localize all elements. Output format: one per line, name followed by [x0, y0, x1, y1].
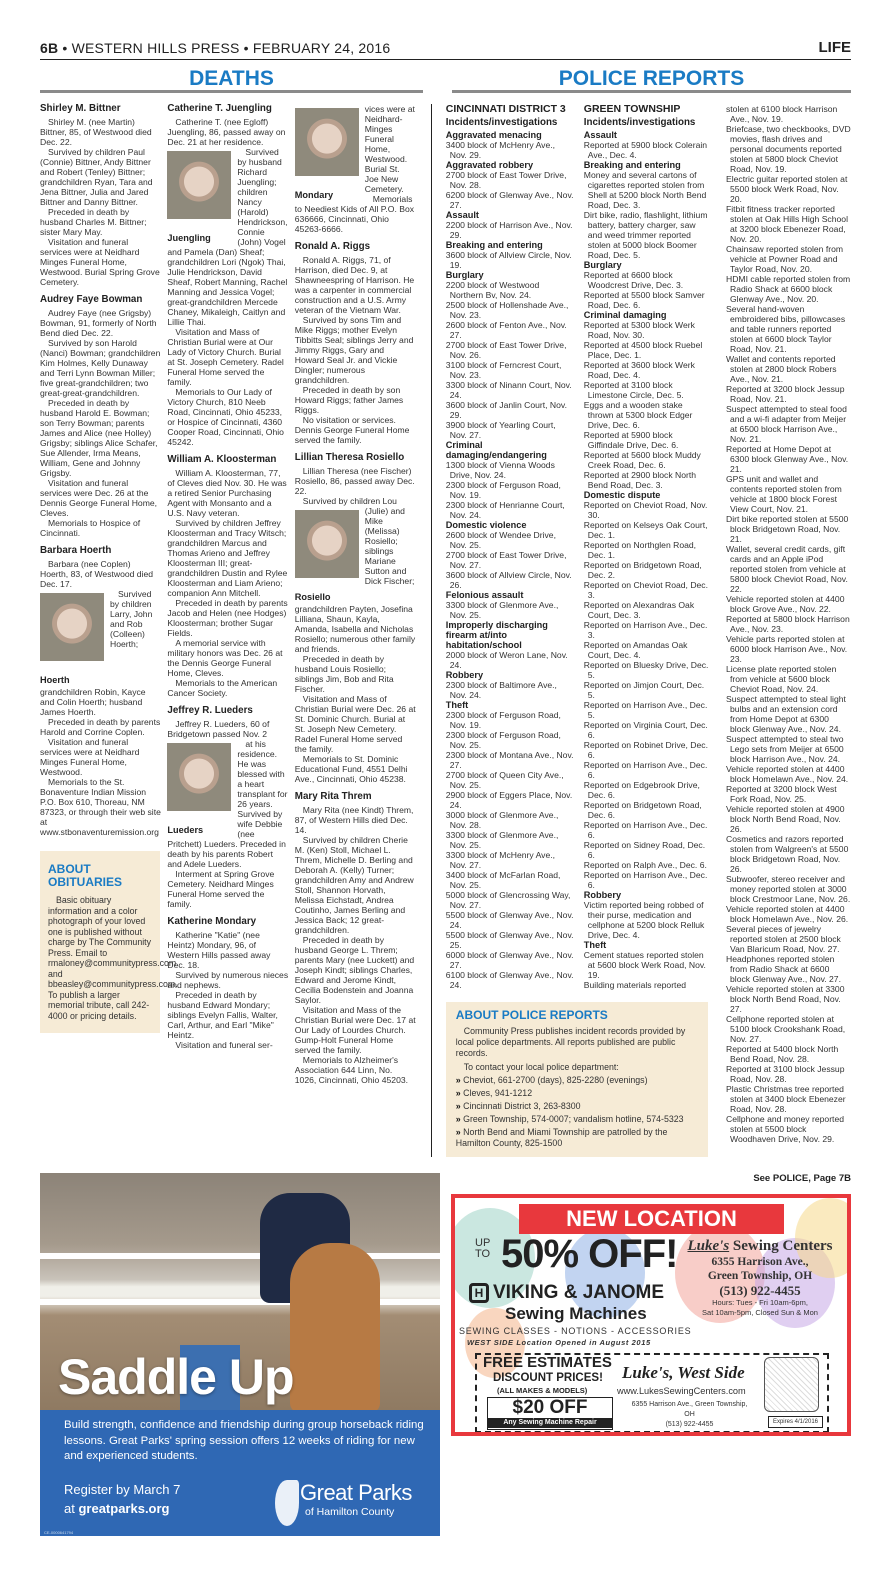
- police-left-block: [446, 104, 710, 1157]
- report-text: Reported at 3600 block Werk Road, Dec. 4.: [583, 360, 695, 380]
- report-text: Reported at 5400 block North Bend Road, Nov. 28.: [726, 1044, 839, 1064]
- offense-heading: Criminal damaging/endangering: [445, 440, 547, 460]
- report-text: Vehicle reported stolen at 4900 block North Bend Road, Nov. 26.: [726, 804, 845, 834]
- report-text: GPS unit and wallet and contents reported stolen from vehicle at 1800 block Forest View Court, Nov. 21.: [726, 474, 842, 514]
- logo-name: Great Parks: [300, 1480, 412, 1505]
- obituary-paragraph: Survived by children Larry, John and Rob (Colleen) Hoerth; grandchildren Robin, Kayce and Colin Hoerth; husband James Hoerth.: [40, 589, 153, 717]
- obituary-paragraph: Survived by numerous nieces and nephews.: [167, 970, 289, 990]
- ads-row: [40, 1173, 851, 1536]
- obituary-paragraph: Memorials to Neediest Kids of All P.O. Box 636666, Cincinnati, Ohio 45263-6666.: [294, 194, 415, 234]
- report-text: Reported on Northglen Road, Dec. 1.: [583, 540, 697, 560]
- report-text: 2300 block of Ferguson Road, Nov. 19.: [445, 480, 561, 500]
- obituary-paragraph: Survived by sons Tim and Mike Riggs; mother Evelyn Tibbitts Seal; siblings Jerry and Jimmy Riggs, Gary and Howard Seal Jr. and Vickie Dingler; numerous grandchildren.: [294, 315, 414, 385]
- ad-code: CE-0000641794: [44, 1530, 74, 1535]
- bullet-icon: »: [455, 1127, 461, 1137]
- obituary-paragraph: Catherine T. (nee Egloff) Juengling, 86, passed away on Dec. 21 at her residence.: [167, 117, 286, 147]
- report-text: Cosmetics and razors reported stolen from Walgreen's at 5500 block Bridgetown Road, Nov. 26.: [726, 834, 849, 874]
- offense-heading: Domestic violence: [445, 520, 527, 530]
- obituary-paragraph: Katherine "Katie" (nee Heintz) Mondary, 96, of Western Hills passed away Dec. 18.: [167, 930, 271, 970]
- obituary-paragraph: Preceded in death by parents Harold and Corrine Coplen.: [40, 717, 161, 737]
- report-text: Reported at 3100 block Jessup Road, Nov. 28.: [726, 1064, 845, 1084]
- obituary-paragraph: Survived by children Lou: [302, 496, 397, 506]
- report-text: Eggs and a wooden stake thrown at 5300 block Edger Drive, Dec. 6.: [583, 400, 693, 430]
- brands-text: VIKING & JANOME: [493, 1282, 665, 1303]
- bird-logo-icon: [275, 1480, 299, 1526]
- obituary-name: Barbara Hoerth: [40, 545, 112, 556]
- report-text: Reported at 4500 block Ruebel Place, Dec. 1.: [583, 340, 703, 360]
- obituary-paragraph: Survived by son Harold (Nanci) Bowman; grandchildren Kim Holmes, Kelly Dunaway and Terri Lynn Bowman Miller; five great-grandchildren; two great-great-grandchildren.: [40, 338, 161, 398]
- report-text: 5500 block of Glenway Ave., Nov. 25.: [445, 930, 574, 950]
- obituary-paragraph: Preceded in death by son Howard Riggs; father James Riggs.: [294, 385, 404, 415]
- report-text: Reported on Harrison Ave., Dec. 3.: [583, 620, 708, 640]
- obituary-name: Jeffrey R. Lueders: [167, 705, 253, 716]
- report-text: 2500 block of Hollenshade Ave., Nov. 23.: [445, 300, 569, 320]
- subsection-heading: Incidents/investigations: [583, 117, 696, 128]
- report-text: Reported at 5600 block Muddy Creek Road, Dec. 6.: [583, 450, 701, 470]
- about-obituaries-box: [40, 851, 178, 1033]
- obituary-paragraph: Mary Rita (nee Kindt) Threm, 87, of Western Hills died Dec. 14.: [294, 805, 414, 835]
- deaths-section: [40, 104, 416, 1157]
- report-text: 3600 block of Allview Circle, Nov. 19.: [445, 250, 572, 270]
- obituary-paragraph: Visitation and funeral services were at Neidhard Minges Funeral Home, Westwood. Burial Spring Grove Cemetery.: [40, 237, 160, 287]
- obituary-paragraph: (Julie) and Mike (Melissa) Rosiello; siblings Mariane Sutton and Dick Fischer; grandchildren Payten, Josefina Lilliana, Shaun, Kayla, Amanda, Isabella and Nicholas Rosiello; numerous other family and friends.: [294, 506, 416, 654]
- offense-heading: Burglary: [583, 260, 622, 270]
- offense-heading: Assault: [583, 130, 617, 140]
- report-text: 3400 block of McFarlan Road, Nov. 25.: [445, 870, 561, 890]
- obituary-paragraph: Visitation and Mass of the Christian Burial were Dec. 17 at Our Lady of Lourdes Church. Gump-Holt Funeral Home served the family.: [294, 1005, 416, 1055]
- obituary-name: Mary Rita Threm: [294, 791, 372, 802]
- report-text: License plate reported stolen from vehicle at 5600 block Cheviot Road, Nov. 24.: [726, 664, 837, 694]
- police-section: [431, 104, 851, 1157]
- opened-text: WEST SIDE Location Opened in August 2015: [467, 1338, 651, 1347]
- main-content: [40, 104, 851, 1157]
- report-text: 3900 block of Yearling Court, Nov. 27.: [445, 420, 556, 440]
- offer-detail: Any Sewing Machine Repair: [488, 1418, 612, 1428]
- report-text: Vehicle reported stolen at 4400 block Grove Ave., Nov. 22.: [726, 594, 845, 614]
- portrait-image: [40, 593, 104, 661]
- obituary-paragraph: Preceded in death by husband George L. Threm; parents Mary (nee Luckett) and Joseph Kindt; siblings Charles, Edward and Jerome Kindt, Cecilia Bodenstein and Joanna Saylor.: [294, 935, 415, 1005]
- police-column-cincinnati: [446, 104, 574, 990]
- store-hours-1: Hours: Tues - Fri 10am-6pm,: [712, 1298, 808, 1307]
- obituary-paragraph: Survived by children Jeffrey Kloosterman and Tracy Witsch; grandchildren Marcus and Thomas Arieno and Jeffrey Kloosterman III; great-grandchildren Dustin and Rylee Kloosterman and Liam Arieno; companion Ann Mitchell.: [167, 518, 288, 598]
- photo-caption: Hoerth: [40, 675, 70, 685]
- classes-text: SEWING CLASSES - NOTIONS - ACCESSORIES: [459, 1326, 692, 1336]
- obituary-paragraph: Memorials to Hospice of Cincinnati.: [40, 518, 141, 538]
- obituary-paragraph: Survived by children Cherie M. (Ken) Stoll, Michael L. Threm, Michelle D. Berling and Deborah A. (Kelly) Turner; grandchildren Amy and Andrew Stoll, Shannon Horvath, Melissa Eichstadt, Andrea Coutinho, James Berling and Jessica Back; 12 great-grandchildren.: [294, 835, 414, 935]
- report-text: Reported on Bluesky Drive, Dec. 5.: [583, 660, 709, 680]
- fence-shape: [40, 1253, 440, 1305]
- report-text: HDMI cable reported stolen from Radio Shack at 6600 block Glenway Ave., Nov. 20.: [726, 274, 851, 304]
- deaths-column-2: [167, 104, 288, 1050]
- masthead-left: 6B • WESTERN HILLS PRESS • FEBRUARY 24, 2016: [40, 40, 391, 56]
- report-text: 2700 block of East Tower Drive, Nov. 26.: [445, 340, 567, 360]
- report-text: Subwoofer, stereo receiver and money reported stolen at 3000 block Crestmoor Lane, Nov. 26.: [726, 874, 851, 904]
- report-text: 6200 block of Glenway Ave., Nov. 27.: [445, 190, 574, 210]
- coupon-phone: (513) 922-4455: [665, 1421, 714, 1428]
- store-name-rest: Sewing Centers: [732, 1238, 833, 1254]
- report-text: Reported on Harrison Ave., Dec. 5.: [583, 700, 708, 720]
- report-text: Vehicle reported stolen at 3300 block North Bend Road, Nov. 27.: [726, 984, 845, 1014]
- contact-text: North Bend and Miami Township are patrolled by the Hamilton County, 825-1500: [455, 1127, 668, 1148]
- report-text: 2700 block of Queen City Ave., Nov. 25.: [445, 770, 564, 790]
- lukes-sewing-ad[interactable]: [451, 1194, 851, 1436]
- report-text: Several pieces of jewelry reported stolen at 2500 block Van Blaricum Road, Nov. 27.: [726, 924, 841, 954]
- police-column-green-township: [584, 104, 710, 990]
- offense-heading: Domestic dispute: [583, 490, 661, 500]
- report-text: Reported at 3200 block West Fork Road, Nov. 25.: [726, 784, 837, 804]
- brands: [469, 1282, 664, 1304]
- subsection-heading: Incidents/investigations: [445, 117, 558, 128]
- report-text: Headphones reported stolen from Radio Shack at 6600 block Glenway Ave., Nov. 27.: [726, 954, 841, 984]
- obituary-paragraph: Visitation and funeral services were at Neidhard Minges Funeral Home, Westwood.: [40, 737, 140, 777]
- report-text: Reported on Kelseys Oak Court, Dec. 1.: [583, 520, 708, 540]
- discount-text: 50% OFF!: [501, 1232, 678, 1276]
- report-text: Building materials reported: [583, 980, 687, 990]
- about-police-title: ABOUT POLICE REPORTS: [455, 1008, 608, 1022]
- husqvarna-logo-icon: H: [469, 1283, 489, 1303]
- obituary-name: Catherine T. Juengling: [167, 103, 272, 114]
- obituary-paragraph: Audrey Faye (nee Grigsby) Bowman, 91, formerly of North Bend died Dec. 22.: [40, 308, 157, 338]
- offense-heading: Robbery: [445, 670, 484, 680]
- report-text: 2000 block of Weron Lane, Nov. 24.: [445, 650, 568, 670]
- report-text: Reported at 5300 block Werk Road, Nov. 30.: [583, 320, 695, 340]
- offense-heading: Assault: [445, 210, 479, 220]
- report-text: 2300 block of Ferguson Road, Nov. 25.: [445, 730, 561, 750]
- obituary-paragraph: Memorials to Alzheimer's Association 644 Linn, No. 1026, Cincinnati, Ohio 45203.: [294, 1055, 409, 1085]
- horse-shape: [290, 1243, 380, 1410]
- jurisdiction-heading: CINCINNATI DISTRICT 3: [445, 103, 566, 115]
- jurisdiction-heading: GREEN TOWNSHIP: [583, 103, 681, 115]
- bullet-icon: »: [455, 1075, 461, 1085]
- report-text: Electric guitar reported stolen at 5500 block Werk Road, Nov. 20.: [726, 174, 848, 204]
- report-text: 3300 block of Glenmore Ave., Nov. 25.: [445, 600, 559, 620]
- obituary-paragraph: Preceded in death by husband Harold E. Bowman; son Terry Bowman; parents James and Alice (nee Holley) Grigsby; siblings Alice Schafer, Sue Allender, Irma Means, William, Gene and Johnny Grigsby.: [40, 398, 158, 478]
- obituary-photo: [295, 510, 359, 602]
- contact-text: Green Township, 574-0007; vandalism hotline, 574-5323: [463, 1114, 684, 1124]
- west-side-title: Luke's, West Side: [622, 1363, 745, 1382]
- report-text: 2600 block of Fenton Ave., Nov. 27.: [445, 320, 567, 340]
- report-text: Plastic Christmas tree reported stolen at 3400 block Ebenezer Road, Nov. 28.: [726, 1084, 846, 1114]
- report-text: 2300 block of Ferguson Road, Nov. 19.: [445, 710, 561, 730]
- ad-register: [64, 1480, 180, 1518]
- report-text: 2700 block of East Tower Drive, Nov. 27.: [445, 550, 567, 570]
- report-text: Reported at 3100 block Limestone Circle, Dec. 5.: [583, 380, 684, 400]
- report-text: 2300 block of Montana Ave., Nov. 27.: [445, 750, 574, 770]
- report-text: Reported at 5900 block Colerain Ave., Dec. 4.: [583, 140, 708, 160]
- obituary-paragraph: William A. Kloosterman, 77, of Cleves died Nov. 30. He was a retired Senior Purchasing Agent with Monsanto and a U.S. Navy veteran.: [167, 468, 287, 518]
- bullet-icon: »: [455, 1114, 461, 1124]
- at-text: at: [64, 1501, 75, 1516]
- offense-heading: Robbery: [583, 890, 622, 900]
- report-text: Reported at 5800 block Harrison Ave., Nov. 23.: [726, 614, 850, 634]
- masthead: [40, 36, 851, 60]
- report-text: Reported on Amandas Oak Court, Dec. 4.: [583, 640, 688, 660]
- deaths-column-3: [295, 104, 416, 1085]
- up-to-text: UP TO: [475, 1237, 491, 1260]
- report-text: Suspect attempted to steal food and a wi-fi adapter from Meijer at 6500 block Harrison Ave., Nov. 21.: [726, 404, 847, 444]
- report-text: Reported on Bridgetown Road, Dec. 6.: [583, 800, 702, 820]
- police-columns-row: [446, 104, 710, 990]
- offense-heading: Criminal damaging: [583, 310, 667, 320]
- store-hours-2: Sat 10am-5pm, Closed Sun & Mon: [702, 1308, 818, 1317]
- report-text: Reported at 3200 block Jessup Road, Nov. 21.: [726, 384, 845, 404]
- register-text: Register by March 7: [64, 1482, 181, 1497]
- obituary-paragraph: Ronald A. Riggs, 71, of Harrison, died Dec. 9, at Shawneespring of Harrison. He was a carpenter in commercial construction and a U.S. Army veteran of the Vietnam War.: [294, 255, 415, 315]
- new-location-banner: NEW LOCATION: [519, 1204, 784, 1234]
- report-text: Reported on Virginia Court, Dec. 6.: [583, 720, 708, 740]
- obituary-photo: [167, 151, 231, 243]
- obituary-name: William A. Kloosterman: [167, 454, 277, 465]
- about-police-body: Community Press publishes incident records provided by local police departments. All reports published are public records.: [455, 1026, 686, 1058]
- report-text: Vehicle parts reported stolen at 6000 block Harrison Ave., Nov. 23.: [726, 634, 848, 664]
- police-contact: [456, 1114, 698, 1125]
- obituary-paragraph: Shirley M. (nee Martin) Bittner, 85, of Westwood died Dec. 22.: [40, 117, 152, 147]
- deaths-heading: DEATHS: [40, 66, 423, 93]
- ad-headline: Saddle Up: [58, 1349, 294, 1405]
- report-text: Reported at 6600 block Woodcrest Drive, Dec. 3.: [583, 270, 684, 290]
- great-parks-logo: [275, 1480, 435, 1530]
- obituary-paragraph: A memorial service with military honors was Dec. 26 at the Dennis George Funeral Home, Cleves.: [167, 638, 283, 678]
- report-text: Reported on Alexandras Oak Court, Dec. 3.: [583, 600, 695, 620]
- store-info: [675, 1238, 845, 1318]
- all-makes: (ALL MAKES & MODELS): [497, 1386, 588, 1395]
- report-text: 5500 block of Glenway Ave., Nov. 24.: [445, 910, 574, 930]
- report-text: 2300 block of Henrianne Court, Nov. 24.: [445, 500, 565, 520]
- obituary-name: Ronald A. Riggs: [294, 241, 371, 252]
- report-text: 3000 block of Glenmore Ave., Nov. 28.: [445, 810, 559, 830]
- obituary-paragraph: Visitation and Mass of Christian Burial were at Our Lady of Victory Church. Burial at St. Joseph Cemetery. Radel Funeral Home served the family.: [167, 327, 284, 387]
- contact-text: Cheviot, 661-2700 (days), 825-2280 (evenings): [463, 1075, 648, 1085]
- obituary-paragraph: Interment at Spring Grove Cemetery. Neidhard Minges Funeral Home served the family.: [167, 869, 275, 909]
- photo-caption: Rosiello: [294, 592, 331, 602]
- report-text: Reported on Harrison Ave., Dec. 6.: [583, 820, 708, 840]
- report-text: Reported on Cheviot Road, Nov. 30.: [583, 500, 708, 520]
- ad-description: Build strength, confidence and friendship during group horseback riding lessons. Great Parks' spring session offers 12 weeks of riding for new and experienced students.: [64, 1419, 424, 1462]
- portrait-image: [167, 151, 231, 219]
- report-text: 2700 block of East Tower Drive, Nov. 28.: [445, 170, 567, 190]
- obituary-paragraph: Preceded in death by husband Charles M. Bittner; sister Mary May.: [40, 207, 147, 237]
- obituary-paragraph: Visitation and Mass of Christian Burial were Dec. 26 at St. Dominic Church. Burial at St. Joseph New Cemetery. Radel Funeral Home served the family.: [294, 694, 416, 754]
- police-contact: [456, 1127, 698, 1149]
- obituary-paragraph: Preceded in death by parents Jacob and Helen (nee Hodges) Kloosterman; brother Sugar Fields.: [167, 598, 288, 638]
- deaths-column-1: [40, 104, 161, 837]
- report-text: Suspect attempted to steal light bulbs and an extension cord from Home Depot at 6300 block Glenway Ave., Nov. 24.: [726, 694, 846, 734]
- obituary-paragraph: Memorials to Our Lady of Victory Church, 810 Neeb Road, Cincinnati, Ohio 45233, or Hospice of Cincinnati, 4360 Cooper Road, Cincinnati, Ohio 45242.: [167, 387, 284, 447]
- report-text: Vehicle reported stolen at 4400 block Homelawn Ave., Nov. 24.: [726, 764, 849, 784]
- report-text: Victim reported being robbed of their purse, medication and cellphone at 5200 block Relluk Drive, Dec. 4.: [583, 900, 705, 940]
- portrait-image: [295, 510, 359, 578]
- report-text: 3300 block of Glenmore Ave., Nov. 25.: [445, 830, 559, 850]
- portrait-image: [167, 743, 231, 811]
- obituary-paragraph: Lillian Theresa (nee Fischer) Rosiello, 86, passed away Dec. 22.: [294, 466, 415, 496]
- store-phone: (513) 922-4455: [719, 1283, 801, 1298]
- report-text: 2900 block of Eggers Place, Nov. 24.: [445, 790, 573, 810]
- store-name-italic: Luke's: [687, 1238, 730, 1254]
- report-text: Dirt bike reported stolen at 5500 block Bridgetown Road, Nov. 21.: [726, 514, 849, 544]
- obituary-photo: [167, 743, 231, 835]
- bullet-icon: »: [455, 1101, 461, 1111]
- horseback-photo: [40, 1173, 440, 1410]
- product-text: Sewing Machines: [505, 1304, 647, 1323]
- police-contact: [456, 1088, 698, 1099]
- obituary-paragraph: No visitation or services. Dennis George Funeral Home served the family.: [294, 415, 410, 445]
- obituary-name: Katherine Mondary: [167, 916, 257, 927]
- ad-url[interactable]: greatparks.org: [78, 1501, 170, 1516]
- free-estimates: FREE ESTIMATES: [483, 1354, 612, 1371]
- offense-heading: Theft: [445, 700, 469, 710]
- report-text: Cellphone reported stolen at 5100 block Crookshank Road, Nov. 27.: [726, 1014, 846, 1044]
- deaths-column-1-wrapper: [40, 103, 178, 1033]
- page: [40, 0, 851, 1576]
- offense-heading: Aggravated robbery: [445, 160, 534, 170]
- repair-offer: [487, 1397, 613, 1430]
- obituary-paragraph: Visitation and funeral services were Dec. 26 at the Dennis George Funeral Home, Cleves.: [40, 478, 158, 518]
- report-text: Reported at 5900 block Giffindale Drive, Dec. 6.: [583, 430, 679, 450]
- bullet-icon: »: [455, 1088, 461, 1098]
- report-text: Vehicle reported stolen at 4400 block Homelawn Ave., Nov. 26.: [726, 904, 849, 924]
- obituary-paragraph: vices were at Neidhard-Minges Funeral Home, Westwood. Burial St. Joe New Cemetery.: [364, 104, 415, 194]
- offense-heading: Felonious assault: [445, 590, 524, 600]
- publication-name: WESTERN HILLS PRESS: [71, 40, 240, 56]
- report-text: stolen at 6100 block Harrison Ave., Nov. 19.: [726, 104, 838, 124]
- report-text: 3600 block of Allview Circle, Nov. 26.: [445, 570, 572, 590]
- obituary-photo: [295, 108, 359, 200]
- obituary-name: Lillian Theresa Rosiello: [294, 452, 405, 463]
- report-text: Fitbit fitness tracker reported stolen at Oak Hills High School at 3200 block Ebenezer Road, Nov. 20.: [726, 204, 848, 244]
- police-contact: [456, 1101, 698, 1112]
- obituary-paragraph: Survived by husband Richard Juengling; children Nancy (Harold) Hendrickson, Connie (John) Vogel and Pamela (Dan) Sheaf; grandchildren Lori (Ngok) Thai, Julie Hendrickson, David Sheaf, Robert Manning, Rachel Manning and Jessica Vogel; great-grandchildren Mercede Chaney, Mikaleigh, Caitlyn and Lillie Thai.: [167, 147, 288, 327]
- obituary-paragraph: Barbara (nee Coplen) Hoerth, 83, of Westwood died Dec. 17.: [40, 559, 154, 589]
- issue-date: FEBRUARY 24, 2016: [252, 40, 391, 56]
- report-text: Reported on Jimjon Court, Dec. 5.: [583, 680, 705, 700]
- offense-heading: Burglary: [445, 270, 484, 280]
- report-text: 3300 block of Ninann Court, Nov. 24.: [445, 380, 572, 400]
- page-number: 6B: [40, 40, 59, 56]
- report-text: Money and several cartons of cigarettes reported stolen from Shell at 5200 block North Bend Road, Dec. 3.: [583, 170, 707, 210]
- report-text: Chainsaw reported stolen from vehicle at Powner Road and Taylor Road, Nov. 20.: [726, 244, 844, 274]
- obituary-paragraph: Visitation and funeral ser-: [175, 1040, 273, 1050]
- report-text: Reported at Home Depot at 6300 block Glenway Ave., Nov. 21.: [726, 444, 849, 474]
- report-text: 3300 block of McHenry Ave., Nov. 27.: [445, 850, 556, 870]
- offense-heading: Aggravated menacing: [445, 130, 542, 140]
- report-text: Suspect attempted to steal two Lego sets from Meijer at 6500 block Harrison Ave., Nov. 24.: [726, 734, 844, 764]
- report-text: Reported on Cheviot Road, Dec. 3.: [583, 580, 708, 600]
- report-text: Reported at 2900 block North Bend Road, Dec. 3.: [583, 470, 697, 490]
- obituary-paragraph: Memorials to St. Dominic Educational Fund, 4551 Delhi Ave., Cincinnati, Ohio 45238.: [294, 754, 408, 784]
- photo-caption: Mondary: [294, 190, 334, 200]
- great-parks-ad[interactable]: [40, 1173, 440, 1536]
- portrait-image: [295, 108, 359, 176]
- report-text: Wallet and contents reported stolen at 2800 block Robers Ave., Nov. 21.: [726, 354, 837, 384]
- about-obituaries-body: Basic obituary information and a color photograph of your loved one is published without charge by The Community Press. Email to rmaloney@communitypress.com and bbeasley@communitypress.com. To publish a larger memorial tribute, call 242-4000 or pricing details.: [48, 895, 178, 1021]
- obituary-paragraph: Memorials to the St. Bonaventure Indian Mission P.O. Box 610, Thoreau, NM 87323, or through their web site at www.stbonaventuremission.org: [40, 777, 161, 837]
- coupon-url[interactable]: www.LukesSewingCenters.com: [617, 1386, 746, 1396]
- store-address-line2: Green Township, OH: [707, 1270, 813, 1282]
- report-text: Reported on Bridgetown Road, Dec. 2.: [583, 560, 702, 580]
- sewing-man-illustration-icon: [764, 1357, 819, 1412]
- section-label: LIFE: [818, 39, 851, 56]
- report-text: 2600 block of Wendee Drive, Nov. 25.: [445, 530, 556, 550]
- report-text: Cement statues reported stolen at 5600 block Werk Road, Nov. 19.: [583, 950, 706, 980]
- report-text: 3400 block of McHenry Ave., Nov. 29.: [445, 140, 556, 160]
- police-contact: [456, 1075, 698, 1086]
- police-reports-heading: POLICE REPORTS: [452, 66, 851, 93]
- report-text: 1300 block of Vienna Woods Drive, Nov. 24.: [445, 460, 555, 480]
- obituary-name: Audrey Faye Bowman: [40, 294, 143, 305]
- offense-heading: Breaking and entering: [445, 240, 543, 250]
- section-headings: [40, 66, 851, 93]
- obituary-paragraph: Survived by children Paul (Connie) Bittner, Andy Bittner and Robert (Tenley) Bittner; grandchildren Ryan, Tara and Jena Bittner, Julia and Jared Bittner and Danny Bittner.: [40, 147, 153, 207]
- report-text: 3600 block of Janlin Court, Nov. 29.: [445, 400, 567, 420]
- offense-heading: Theft: [583, 940, 607, 950]
- report-text: Reported on Ralph Ave., Dec. 6.: [583, 860, 707, 870]
- report-text: Dirt bike, radio, flashlight, lithium battery, battery charger, saw and weed trimmer reported stolen at 5000 block Boomer Road, Dec. 5.: [583, 210, 708, 260]
- obituary-paragraph: Preceded in death by husband Edward Mondary; siblings Evelyn Fallis, Walter, Carl, Arthur, and Earl "Mike" Heintz.: [167, 990, 278, 1040]
- report-text: Several hand-woven embroidered bibs, pillowcases and table runners reported stolen at 6600 block Taylor Road, Nov. 21.: [726, 304, 846, 354]
- report-text: Briefcase, two checkbooks, DVD movies, flash drives and personal documents reported stolen at 5800 block Cheviot Road, Nov. 19.: [726, 124, 851, 174]
- report-text: Reported on Harrison Ave., Dec. 6.: [583, 760, 708, 780]
- coupon-expires: Expires 4/1/2016: [768, 1416, 823, 1428]
- store-name: [675, 1238, 845, 1255]
- report-text: 3100 block of Ferncrest Court, Nov. 23.: [445, 360, 562, 380]
- report-text: 5000 block of Glencrossing Way, Nov. 27.: [445, 890, 571, 910]
- obituary-name: Shirley M. Bittner: [40, 103, 121, 114]
- ad-info-panel: [40, 1410, 440, 1536]
- photo-caption: Juengling: [167, 233, 211, 243]
- report-text: 2200 block of Harrison Ave., Nov. 29.: [445, 220, 573, 240]
- about-police-contact-intro: To contact your local police department:: [463, 1062, 619, 1072]
- contact-text: Cincinnati District 3, 263-8300: [463, 1101, 581, 1111]
- report-text: Reported on Edgebrook Drive, Dec. 6.: [583, 780, 700, 800]
- report-text: Cellphone and money reported stolen at 5500 block Woodhaven Drive, Nov. 29.: [726, 1114, 845, 1144]
- obituary-photo: [40, 593, 104, 685]
- about-police-reports-box: [446, 1002, 708, 1157]
- discount-prices: DISCOUNT PRICES!: [493, 1372, 603, 1384]
- obituary-paragraph: at his residence. He was blessed with a heart transplant for 26 years. Survived by wife Debbie (nee Pritchett) Lueders. Preceded in death by his parents Robert and Adele Lueders.: [167, 739, 288, 869]
- offense-heading: Breaking and entering: [583, 160, 681, 170]
- report-text: 6000 block of Glenway Ave., Nov. 27.: [445, 950, 574, 970]
- report-text: 2200 block of Westwood Northern Bv, Nov. 24.: [445, 280, 540, 300]
- report-text: 2300 block of Baltimore Ave., Nov. 24.: [445, 680, 557, 700]
- offer-value: $20 OFF: [512, 1397, 588, 1418]
- report-text: Wallet, several credit cards, gift cards and an Apple iPod reported stolen from vehicle at 5800 block Cheviot Road, Nov. 22.: [726, 544, 848, 594]
- coupon-address-text: 6355 Harrison Ave., Green Township, OH: [631, 1401, 748, 1418]
- right-ad-area: [451, 1173, 851, 1436]
- offense-heading: Improperly discharging firearm at/into habitation/school: [445, 620, 548, 650]
- report-text: Reported on Sidney Road, Dec. 6.: [583, 840, 706, 860]
- report-text: 6100 block of Glenway Ave., Nov. 24.: [445, 970, 574, 990]
- coupon[interactable]: [475, 1353, 829, 1433]
- obituary-paragraph: Preceded in death by husband Louis Rosiello; siblings Jim, Bob and Rita Fischer.: [294, 654, 394, 694]
- contact-text: Cleves, 941-1212: [463, 1088, 533, 1098]
- photo-caption: Lueders: [167, 825, 204, 835]
- report-text: Reported on Harrison Ave., Dec. 6.: [583, 870, 708, 890]
- see-police-continuation[interactable]: See POLICE, Page 7B: [753, 1173, 851, 1184]
- obituary-paragraph: Memorials to the American Cancer Society.: [167, 678, 278, 698]
- report-text: Reported at 5500 block Samver Road, Dec. 6.: [583, 290, 705, 310]
- obituary-paragraph: Jeffrey R. Lueders, 60 of Bridgetown passed Nov. 2: [167, 719, 270, 739]
- about-obituaries-title: ABOUT OBITUARIES: [48, 862, 123, 889]
- store-address-line1: 6355 Harrison Ave.,: [711, 1256, 809, 1268]
- coupon-address: [627, 1400, 752, 1430]
- logo-subtitle: of Hamilton County: [305, 1506, 395, 1518]
- report-text: Reported on Robinet Drive, Dec. 6.: [583, 740, 708, 760]
- police-column-continued: [726, 104, 851, 1144]
